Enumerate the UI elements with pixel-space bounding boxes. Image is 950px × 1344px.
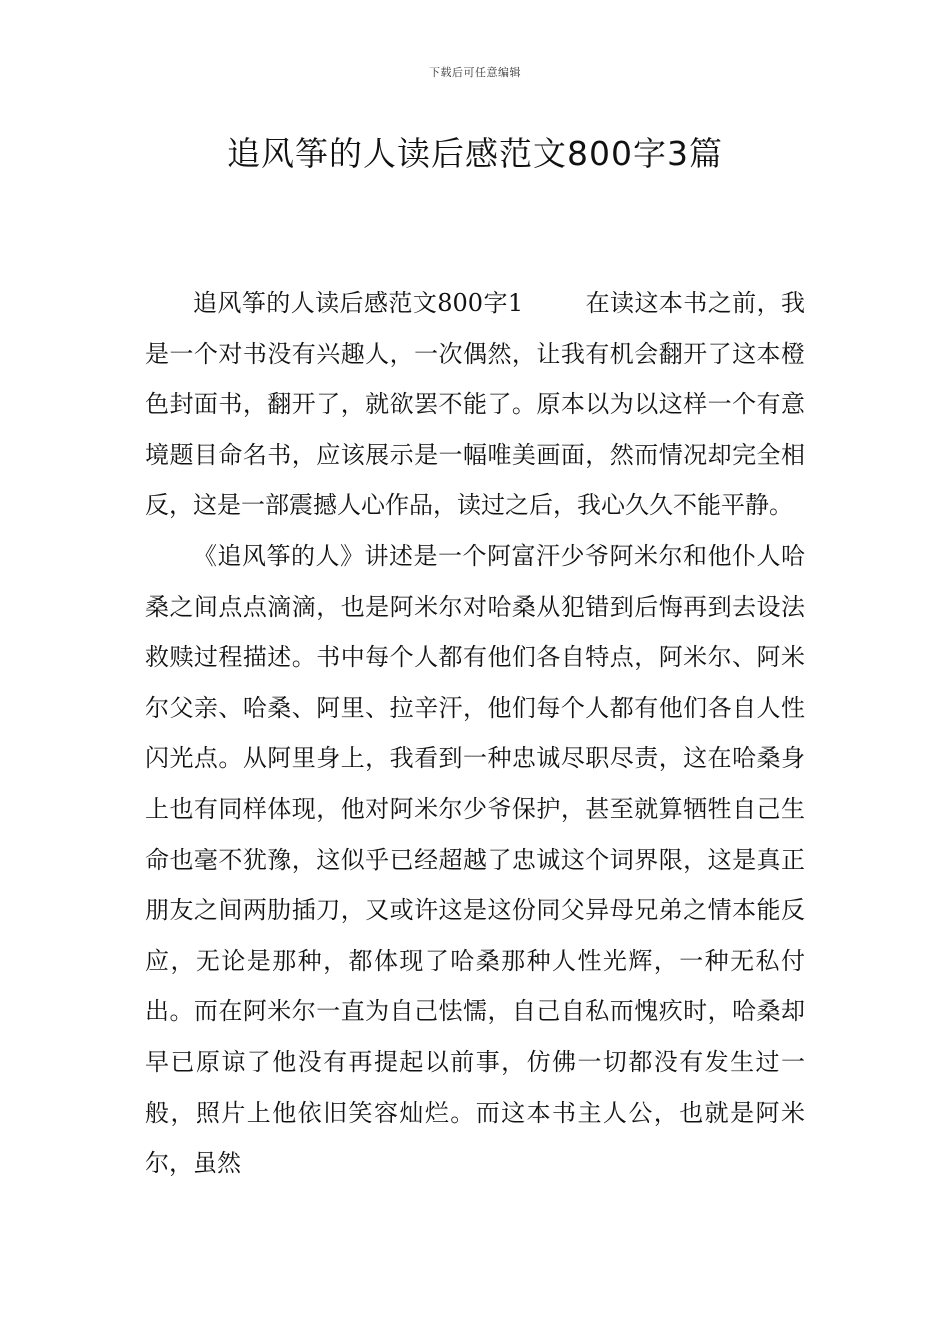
- page-title: 追风筝的人读后感范文800字3篇: [227, 134, 723, 173]
- document-body: [145, 278, 805, 1189]
- header-note: 下载后可任意编辑: [429, 66, 521, 79]
- paragraph-1: [145, 278, 805, 531]
- paragraph-text: 在读这本书之前，我是一个对书没有兴趣人，一次偶然，让我有机会翻开了这本橙色封面书，翻开了，就欲罢不能了。原本以为以这样一个有意境题目命名书，应该展示是一幅唯美画面，然而情况却完全相反，这是一部震撼人心作品，读过之后，我心久久不能平静。: [145, 289, 806, 520]
- paragraph-2: 《追风筝的人》讲述是一个阿富汗少爷阿米尔和他仆人哈桑之间点点滴滴，也是阿米尔对哈桑从犯错到后悔再到去设法救赎过程描述。书中每个人都有他们各自特点，阿米尔、阿米尔父亲、哈桑、阿里、拉辛汗，他们每个人都有他们各自人性闪光点。从阿里身上，我看到一种忠诚尽职尽责，这在哈桑身上也有同样体现，他对阿米尔少爷保护，甚至就算牺牲自己生命也毫不犹豫，这似乎已经超越了忠诚这个词界限，这是真正朋友之间两肋插刀，又或许这是这份同父异母兄弟之情本能反应，无论是那种，都体现了哈桑那种人性光辉，一种无私付出。而在阿米尔一直为自己怯懦，自己自私而愧疚时，哈桑却早已原谅了他没有再提起以前事，仿佛一切都没有发生过一般，照片上他依旧笑容灿烂。而这本书主人公，也就是阿米尔，虽然: [145, 541, 805, 1178]
- section-heading: 追风筝的人读后感范文800字1: [193, 289, 524, 317]
